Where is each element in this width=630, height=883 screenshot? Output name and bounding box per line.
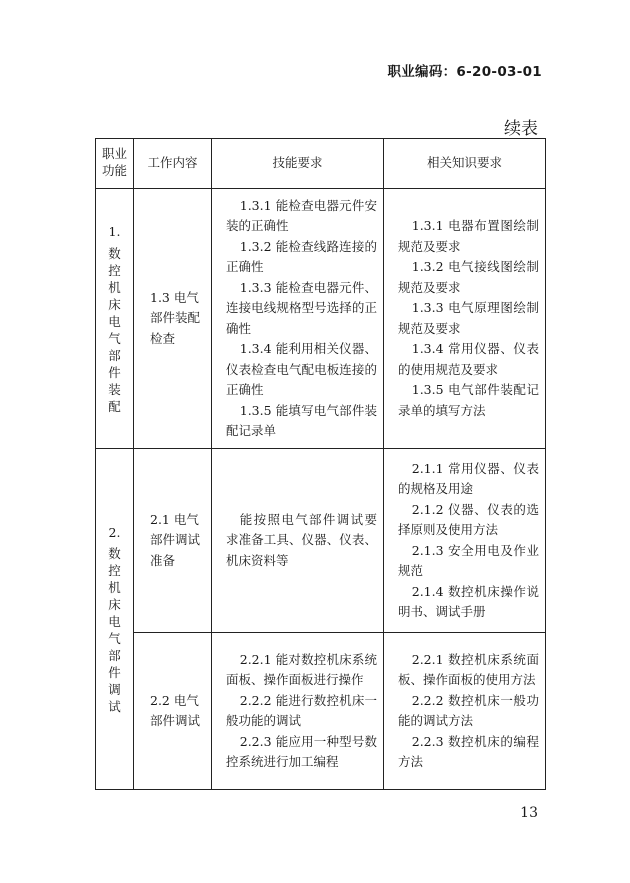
skill-item: 1.3.4 能利用相关仪器、仪表检查电气配电板连接的正确性 (226, 341, 377, 397)
knowledge-item: 2.2.3 数控机床的编程方法 (398, 733, 539, 769)
work-content: 2.2 电气部件调试 (134, 633, 212, 790)
knowledge-item: 1.3.5 电气部件装配记录单的填写方法 (398, 382, 539, 418)
knowledge-item: 2.2.1 数控机床系统面板、操作面板的使用方法 (398, 651, 539, 687)
knowledge-item: 1.3.3 电气原理图绘制规范及要求 (398, 300, 539, 336)
knowledge-item: 2.2.2 数控机床一般功能的调试方法 (398, 692, 539, 728)
knowledge-item: 2.1.1 常用仪器、仪表的规格及用途 (398, 460, 539, 496)
table-row (96, 449, 546, 633)
knowledge-item: 2.1.2 仪器、仪表的选择原则及使用方法 (398, 501, 539, 537)
knowledge-item: 1.3.2 电气接线图绘制规范及要求 (398, 259, 539, 295)
skill-item: 1.3.5 能填写电气部件装配记录单 (226, 402, 377, 438)
header-content: 工作内容 (134, 139, 212, 189)
header-skills: 技能要求 (212, 139, 384, 189)
function-name: 数控机床电气部件调试 (108, 546, 121, 715)
page-number: 13 (520, 805, 538, 821)
skill-item: 2.2.2 能进行数控机床一般功能的调试 (226, 692, 377, 728)
header-knowledge: 相关知识要求 (384, 139, 546, 189)
continued-label: 续表 (504, 119, 538, 139)
skill-item: 2.2.1 能对数控机床系统面板、操作面板进行操作 (226, 651, 377, 687)
table-row (96, 189, 546, 449)
skills-cell (212, 449, 384, 633)
skill-item: 1.3.3 能检查电器元件、连接电线规格型号选择的正确性 (226, 279, 377, 336)
function-name: 数控机床电气部件装配 (108, 245, 121, 414)
occupation-code: 职业编码：6-20-03-01 (387, 64, 542, 80)
work-content: 2.1 电气部件调试准备 (134, 449, 212, 633)
knowledge-cell (384, 449, 546, 633)
standards-table (95, 138, 546, 790)
skills-cell (212, 189, 384, 449)
knowledge-cell (384, 633, 546, 790)
skill-item: 2.2.3 能应用一种型号数控系统进行加工编程 (226, 733, 377, 769)
header-function: 职业功能 (96, 139, 134, 189)
table-row (96, 633, 546, 790)
skill-item: 能按照电气部件调试要求准备工具、仪器、仪表、机床资料等 (226, 511, 377, 568)
knowledge-item: 1.3.1 电器布置图绘制规范及要求 (398, 218, 539, 254)
function-number: 1. (108, 224, 121, 240)
skills-cell (212, 633, 384, 790)
function-cell (96, 189, 134, 449)
knowledge-item: 1.3.4 常用仪器、仪表的使用规范及要求 (398, 341, 539, 377)
function-number: 2. (108, 524, 121, 540)
knowledge-item: 2.1.3 安全用电及作业规范 (398, 542, 539, 578)
function-cell (96, 449, 134, 790)
skill-item: 1.3.2 能检查线路连接的正确性 (226, 238, 377, 274)
work-content: 1.3 电气部件装配检查 (134, 189, 212, 449)
knowledge-item: 2.1.4 数控机床操作说明书、调试手册 (398, 583, 539, 619)
knowledge-cell (384, 189, 546, 449)
skill-item: 1.3.1 能检查电器元件安装的正确性 (226, 197, 377, 233)
table-header-row (96, 139, 546, 189)
